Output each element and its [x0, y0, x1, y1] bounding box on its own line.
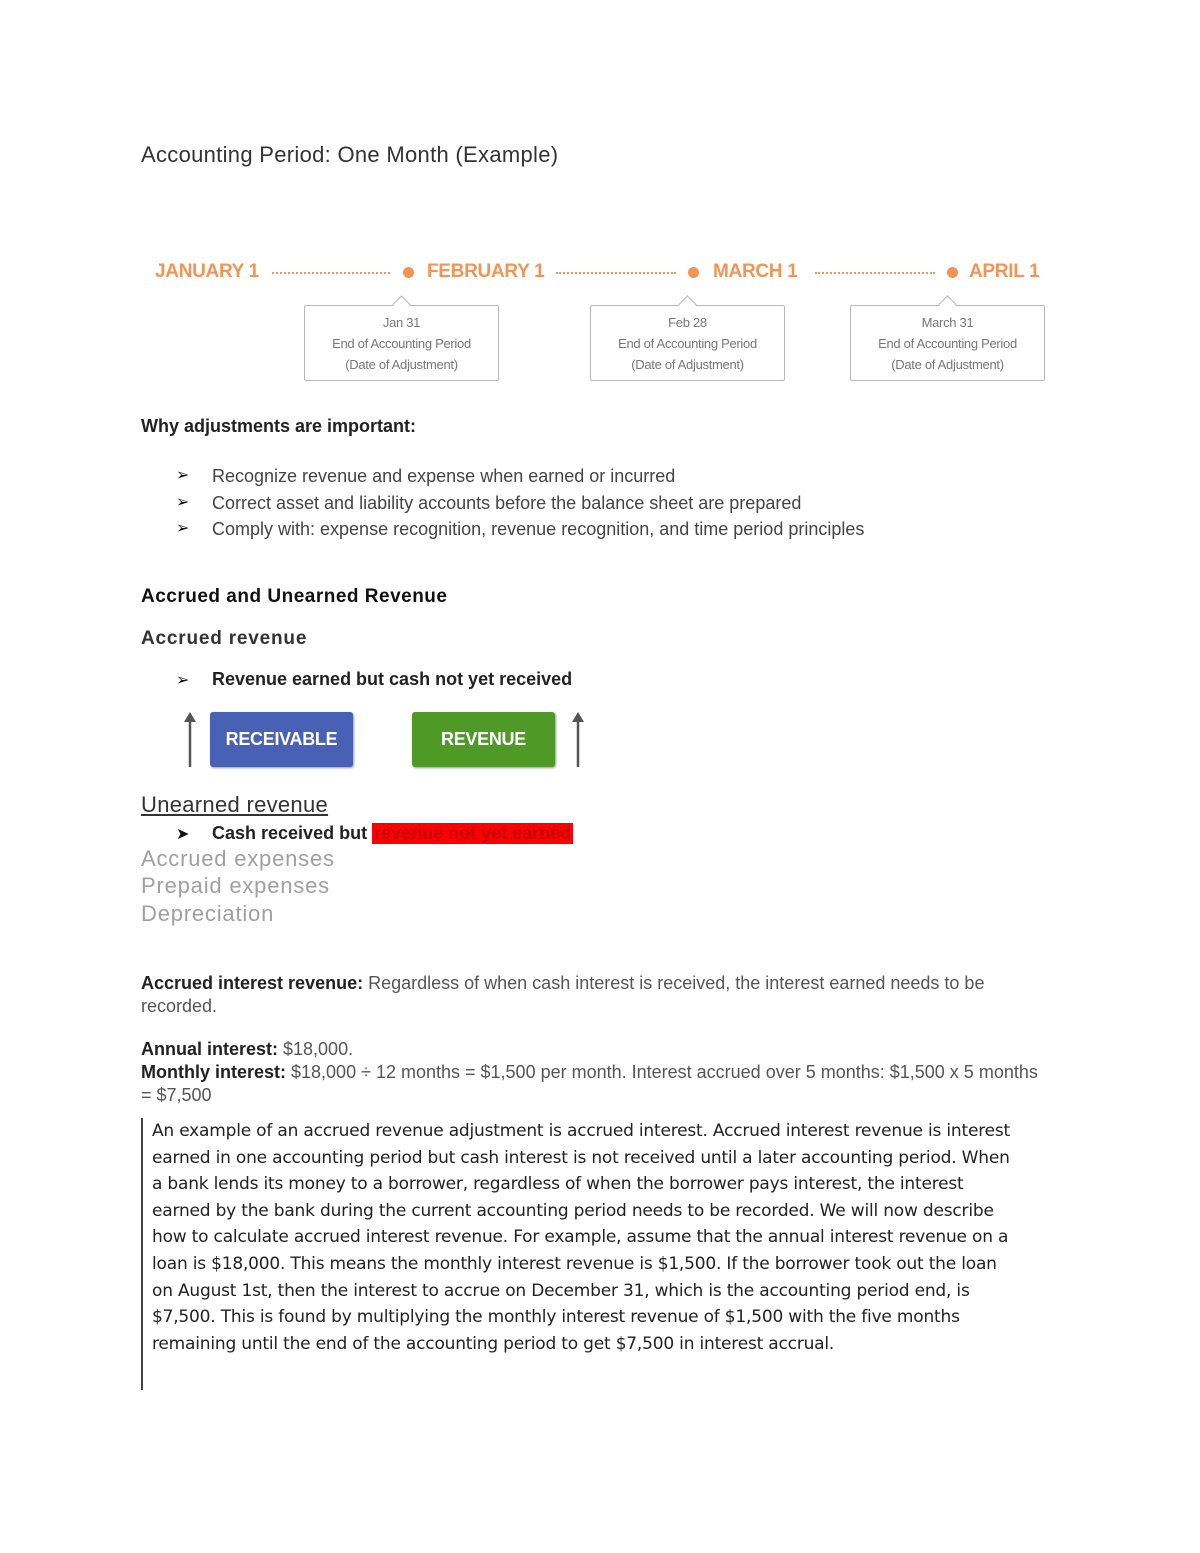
accrued-revenue-bullet — [176, 669, 572, 690]
depreciation-heading: Depreciation — [141, 901, 275, 926]
page-title: Accounting Period: One Month (Example) — [141, 142, 559, 167]
arrow-bullet-icon: ➢ — [176, 493, 190, 511]
timeline-connector — [815, 272, 935, 274]
timeline-dot — [688, 267, 699, 278]
interest-calculation — [141, 1038, 1051, 1107]
arrow-up-icon — [183, 712, 197, 768]
list-item — [176, 516, 864, 543]
list-item-text: Recognize revenue and expense when earned or incurred — [212, 466, 676, 486]
receivable-tag: RECEIVABLE — [210, 712, 353, 767]
period-end-note: (Date of Adjustment) — [891, 357, 1004, 372]
accrued-unearned-heading: Accrued and Unearned Revenue — [141, 586, 448, 607]
period-end-date: Feb 28 — [668, 315, 707, 330]
why-adjustments-list — [176, 463, 864, 543]
unearned-revenue-bullet — [176, 823, 573, 844]
monthly-interest-value: $18,000 ÷ 12 months = $1,500 per month. Interest accrued over 5 months: $1,500 x 5 months = $7,500 — [141, 1062, 1038, 1105]
accrued-revenue-heading: Accrued revenue — [141, 628, 308, 649]
timeline-date-april: APRIL 1 — [969, 261, 1040, 282]
accrued-interest-example-quote: An example of an accrued revenue adjustment is accrued interest. Accrued interest revenue is interest earned in one accounting period but cash interest is not received until a later accounting period. When a bank lends its money to a borrower, regardless of when the borrower pays interest, the interest earned by the bank during the current accounting period needs to be recorded. We will now describe how to calculate accrued interest revenue. For example, assume that the annual interest revenue on a loan is $18,000. This means the monthly interest revenue is $1,500. If the borrower took out the loan on August 1st, then the interest to accrue on December 31, which is the accounting period end, is $7,500. This is found by multiplying the monthly interest revenue of $1,500 with the five months remaining until the end of the accounting period to get $7,500 in interest accrual. — [141, 1118, 1021, 1390]
monthly-interest-label: Monthly interest: — [141, 1062, 287, 1082]
accounting-period-timeline — [0, 255, 1200, 395]
timeline-date-february: FEBRUARY 1 — [427, 261, 545, 282]
period-end-label: End of Accounting Period — [878, 336, 1017, 351]
accrued-interest-label: Accrued interest revenue: — [141, 973, 364, 993]
period-end-box — [304, 305, 499, 381]
arrow-up-icon — [571, 712, 585, 768]
list-item — [176, 463, 864, 490]
period-end-note: (Date of Adjustment) — [345, 357, 458, 372]
period-end-label: End of Accounting Period — [332, 336, 471, 351]
annual-interest-value: $18,000. — [278, 1039, 354, 1059]
arrow-bullet-icon: ➢ — [176, 467, 190, 484]
unearned-revenue-text: Cash received but — [212, 823, 368, 843]
revenue-tag: REVENUE — [412, 712, 555, 767]
timeline-date-january: JANUARY 1 — [155, 261, 259, 282]
period-end-note: (Date of Adjustment) — [631, 357, 744, 372]
prepaid-expenses-heading: Prepaid expenses — [141, 873, 330, 898]
timeline-connector — [556, 272, 676, 274]
highlighted-text: revenue not yet earned — [374, 823, 572, 843]
annual-interest-line — [141, 1038, 1051, 1061]
timeline-dot — [947, 267, 958, 278]
list-item-text: Comply with: expense recognition, revenue recognition, and time period principles — [212, 519, 865, 539]
monthly-interest-line — [141, 1061, 1051, 1107]
annual-interest-label: Annual interest: — [141, 1039, 279, 1059]
accrued-interest-paragraph — [141, 972, 1051, 1018]
why-adjustments-heading: Why adjustments are important: — [141, 416, 417, 436]
accrued-expenses-heading: Accrued expenses — [141, 846, 335, 871]
timeline-date-march: MARCH 1 — [713, 261, 798, 282]
period-end-date: March 31 — [921, 315, 974, 330]
unearned-revenue-heading: Unearned revenue — [141, 792, 329, 817]
period-end-date: Jan 31 — [382, 315, 421, 330]
accrued-interest-text: Regardless of when cash interest is received, the interest earned needs to be recorded. — [141, 973, 985, 1016]
arrow-bullet-icon: ➢ — [176, 671, 190, 689]
arrow-bullet-icon: ➢ — [176, 520, 190, 537]
period-end-box — [590, 305, 785, 381]
timeline-connector — [272, 272, 390, 274]
period-end-label: End of Accounting Period — [618, 336, 757, 351]
arrow-bullet-icon: ➤ — [176, 825, 190, 843]
timeline-dot — [403, 267, 414, 278]
accrued-revenue-text: Revenue earned but cash not yet received — [212, 669, 573, 689]
list-item-text: Correct asset and liability accounts before the balance sheet are prepared — [212, 492, 802, 513]
list-item — [176, 490, 864, 517]
period-end-box — [850, 305, 1045, 381]
